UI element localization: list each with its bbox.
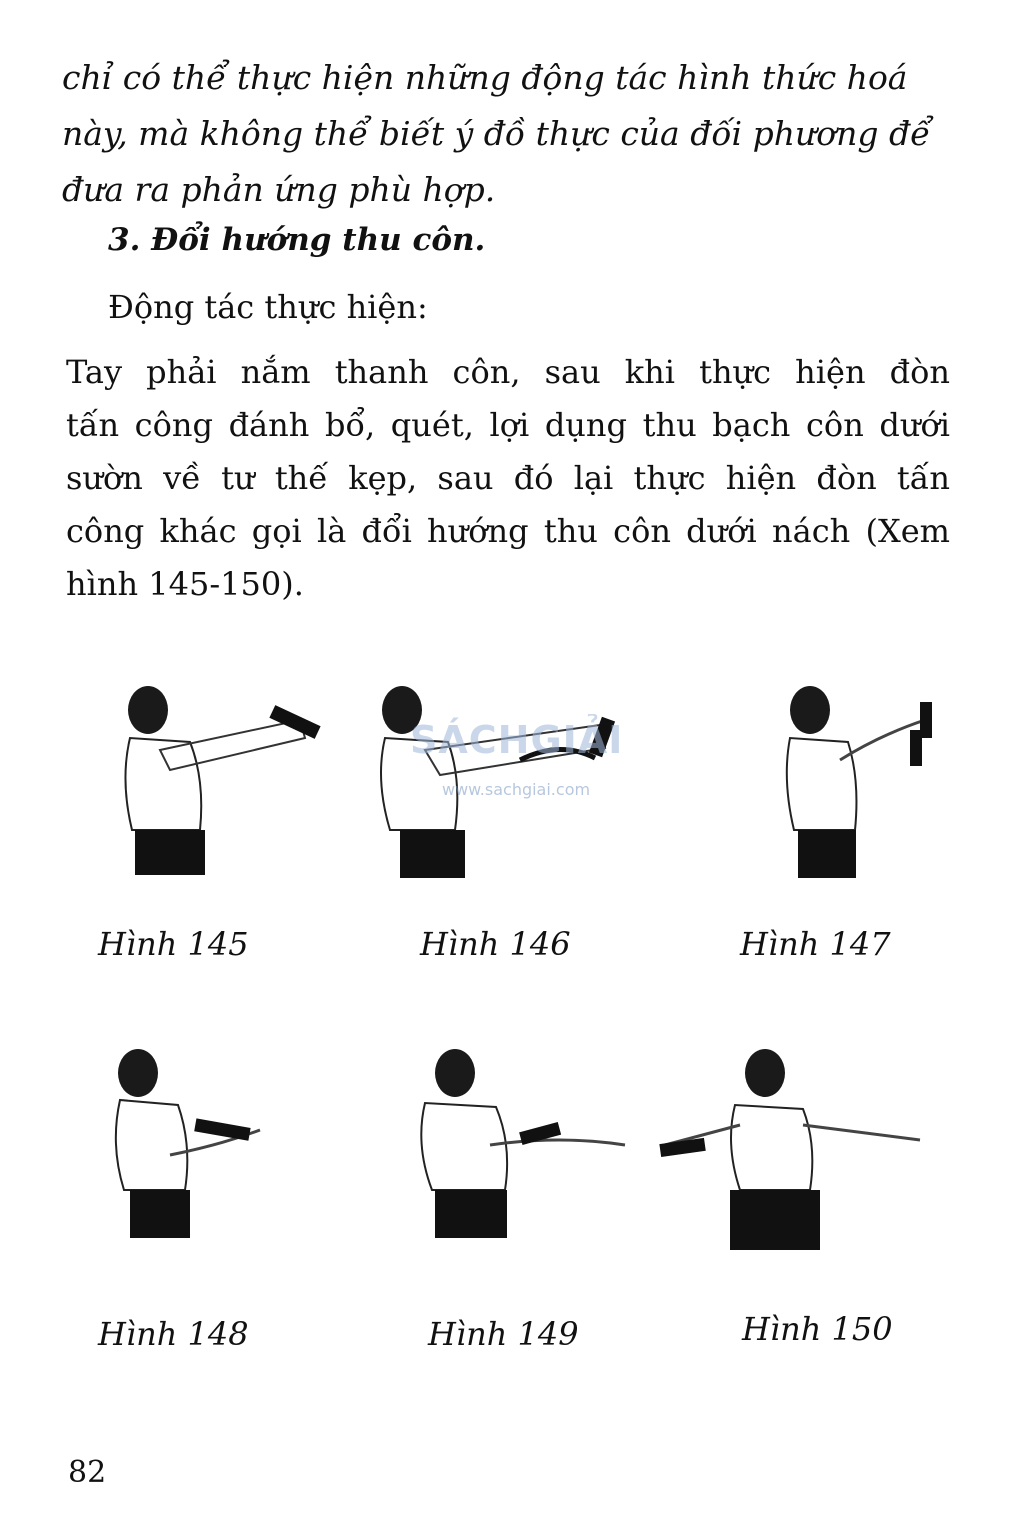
body-line: tấn công đánh bổ, quét, lợi dụng thu bạch côn dưới xyxy=(66,406,950,444)
body-line: Tay phải nắm thanh côn, sau khi thực hiện đòn xyxy=(66,353,950,391)
body-line: công khác gọi là đổi hướng thu côn dưới nách (Xem xyxy=(66,512,950,550)
watermark-url: www.sachgiai.com xyxy=(442,780,591,799)
figure-149-illustration xyxy=(410,1045,640,1255)
figure-caption: Hình 146 xyxy=(420,925,571,963)
intro-line: này, mà không thể biết ý đồ thực của đối phương để xyxy=(62,114,931,153)
figure-caption: Hình 145 xyxy=(98,925,249,963)
figure-caption: Hình 147 xyxy=(740,925,891,963)
intro-paragraph xyxy=(62,50,952,218)
intro-line: đưa ra phản ứng phù hợp. xyxy=(62,170,496,209)
section-body xyxy=(66,346,950,611)
intro-line: chỉ có thể thực hiện những động tác hình thức hoá xyxy=(62,58,908,97)
watermark-brand: SÁCHGIẢI xyxy=(410,718,624,762)
body-line: sườn về tư thế kẹp, sau đó lại thực hiện đòn tấn xyxy=(66,459,950,497)
figure-caption: Hình 148 xyxy=(98,1315,249,1353)
section-lead: Động tác thực hiện: xyxy=(108,288,428,326)
figure-145-illustration xyxy=(100,680,330,890)
figure-150-illustration xyxy=(655,1045,935,1255)
section-heading: 3. Đổi hướng thu côn. xyxy=(108,222,486,258)
figure-148-illustration xyxy=(100,1045,280,1255)
figure-caption: Hình 150 xyxy=(742,1310,893,1348)
page-number: 82 xyxy=(68,1455,107,1490)
watermark xyxy=(410,708,640,808)
figure-caption: Hình 149 xyxy=(428,1315,579,1353)
body-line: hình 145-150). xyxy=(66,565,304,603)
figure-147-illustration xyxy=(760,680,960,890)
